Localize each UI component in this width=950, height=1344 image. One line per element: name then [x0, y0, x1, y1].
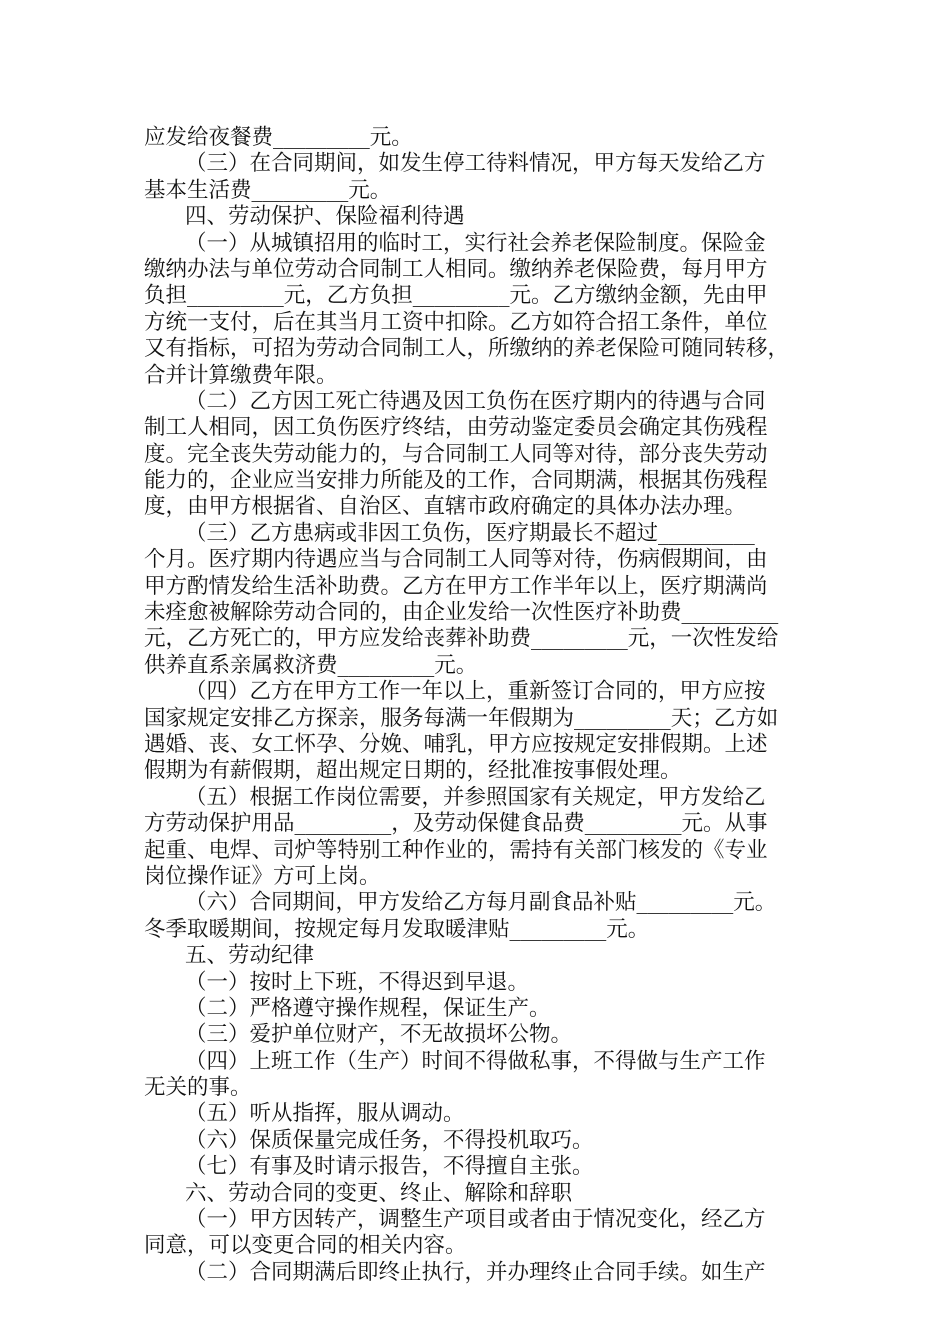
- text-line: 假期为有薪假期，超出规定日期的，经批准按事假处理。: [144, 758, 682, 784]
- text-line: 供养直系亲属救济费_________元。: [144, 652, 478, 678]
- text-line: 缴纳办法与单位劳动合同制工人相同。缴纳养老保险费，每月甲方: [144, 256, 768, 282]
- text-line: （三）在合同期间，如发生停工待料情况，甲方每天发给乙方: [144, 151, 766, 177]
- text-line: 制工人相同，因工负伤医疗终结，由劳动鉴定委员会确定其伤残程: [144, 415, 768, 441]
- text-line: 合并计算缴费年限。: [144, 362, 338, 388]
- text-line: 起重、电焊、司炉等特别工种作业的，需持有关部门核发的《专业: [144, 837, 768, 863]
- text-line: 六、劳动合同的变更、终止、解除和辞职: [144, 1180, 573, 1206]
- text-line: （六）保质保量完成任务，不得投机取巧。: [144, 1127, 594, 1153]
- text-line: （四）乙方在甲方工作一年以上，重新签订合同的，甲方应按: [144, 679, 766, 705]
- text-line: （五）根据工作岗位需要，并参照国家有关规定，甲方发给乙: [144, 784, 766, 810]
- text-line: 岗位操作证》方可上岗。: [144, 863, 381, 889]
- text-line: （一）甲方因转产，调整生产项目或者由于情况变化，经乙方: [144, 1207, 766, 1233]
- text-line: 未痊愈被解除劳动合同的，由企业发给一次性医疗补助费_________: [144, 600, 779, 626]
- text-line: （一）从城镇招用的临时工，实行社会养老保险制度。保险金: [144, 230, 766, 256]
- text-line: 四、劳动保护、保险福利待遇: [144, 204, 465, 230]
- text-line: （三）乙方患病或非因工负伤，医疗期最长不超过_________: [144, 520, 755, 546]
- text-line: 甲方酌情发给生活补助费。乙方在甲方工作半年以上，医疗期满尚: [144, 573, 768, 599]
- text-line: 负担_________元，乙方负担_________元。乙方缴纳金额，先由甲: [144, 283, 768, 309]
- text-line: （二）严格遵守操作规程，保证生产。: [144, 995, 551, 1021]
- text-line: 同意，可以变更合同的相关内容。: [144, 1233, 467, 1259]
- text-line: （三）爱护单位财产，不无故损坏公物。: [144, 1022, 573, 1048]
- text-line: 方统一支付，后在其当月工资中扣除。乙方如符合招工条件，单位: [144, 309, 768, 335]
- text-line: （二）乙方因工死亡待遇及因工负伤在医疗期内的待遇与合同: [144, 388, 766, 414]
- text-line: 度。完全丧失劳动能力的，与合同制工人同等对待，部分丧失劳动: [144, 441, 768, 467]
- text-line: 五、劳动纪律: [144, 943, 315, 969]
- text-line: （五）听从指挥，服从调动。: [144, 1101, 465, 1127]
- text-line: 能力的，企业应当安排力所能及的工作，合同期满，根据其伤残程: [144, 468, 768, 494]
- text-line: 方劳动保护用品_________，及劳动保健食品费_________元。从事: [144, 811, 768, 837]
- text-line: 应发给夜餐费_________元。: [144, 125, 413, 150]
- contract-body-text: [144, 125, 824, 1286]
- text-line: （七）有事及时请示报告，不得擅自主张。: [144, 1154, 594, 1180]
- text-line: 无关的事。: [144, 1075, 252, 1101]
- text-line: （四）上班工作（生产）时间不得做私事，不得做与生产工作: [144, 1048, 766, 1074]
- text-line: （六）合同期间，甲方发给乙方每月副食品补贴_________元。: [144, 890, 777, 916]
- text-line: 元，乙方死亡的，甲方应发给丧葬补助费_________元，一次性发给: [144, 626, 779, 652]
- text-line: 个月。医疗期内待遇应当与合同制工人同等对待，伤病假期间，由: [144, 547, 768, 573]
- text-line: （二）合同期满后即终止执行，并办理终止合同手续。如生产: [144, 1259, 766, 1285]
- text-line: 度，由甲方根据省、自治区、直辖市政府确定的具体办法办理。: [144, 494, 747, 520]
- text-line: 冬季取暖期间，按规定每月发取暖津贴_________元。: [144, 916, 650, 942]
- text-line: 遇婚、丧、女工怀孕、分娩、哺乳，甲方应按规定安排假期。上述: [144, 731, 768, 757]
- text-line: （一）按时上下班，不得迟到早退。: [144, 969, 530, 995]
- text-line: 基本生活费_________元。: [144, 177, 392, 203]
- text-line: 又有指标，可招为劳动合同制工人，所缴纳的养老保险可随同转移，: [144, 336, 790, 362]
- text-line: 国家规定安排乙方探亲，服务每满一年假期为_________天；乙方如: [144, 705, 779, 731]
